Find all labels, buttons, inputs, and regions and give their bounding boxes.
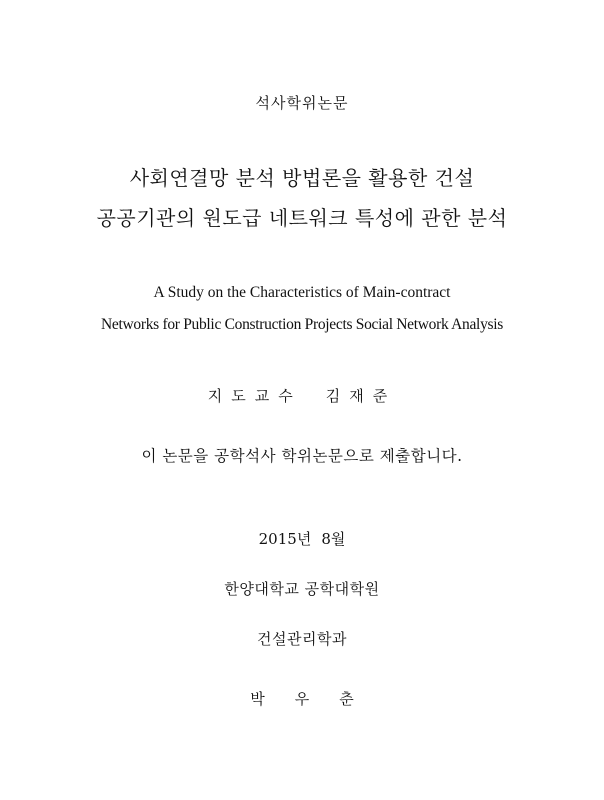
korean-title-line-1: 사회연결망 분석 방법론을 활용한 건설 bbox=[129, 166, 475, 190]
submission-date bbox=[0, 528, 604, 549]
department-name: 건설관리학과 bbox=[257, 630, 347, 648]
submission-statement: 이 논문을 공학석사 학위논문으로 제출합니다. bbox=[141, 447, 463, 465]
degree-type: 석사학위논문 bbox=[255, 94, 349, 112]
date-year: 2015년 bbox=[258, 530, 312, 548]
university-name: 한양대학교 공학대학원 bbox=[224, 580, 380, 598]
date-month: 8월 bbox=[321, 530, 346, 548]
english-title-line-1: A Study on the Characteristics of Main-contract bbox=[153, 284, 451, 301]
advisor-row bbox=[0, 385, 604, 406]
korean-title-line-2: 공공기관의 원도급 네트워크 특성에 관한 분석 bbox=[96, 206, 508, 230]
english-title-line-2: Networks for Public Construction Projects Social Network Analysis bbox=[101, 316, 503, 333]
advisor-name: 김재준 bbox=[325, 387, 397, 405]
advisor-label: 지도교수 bbox=[207, 387, 302, 405]
author-name: 박우춘 bbox=[250, 690, 384, 708]
